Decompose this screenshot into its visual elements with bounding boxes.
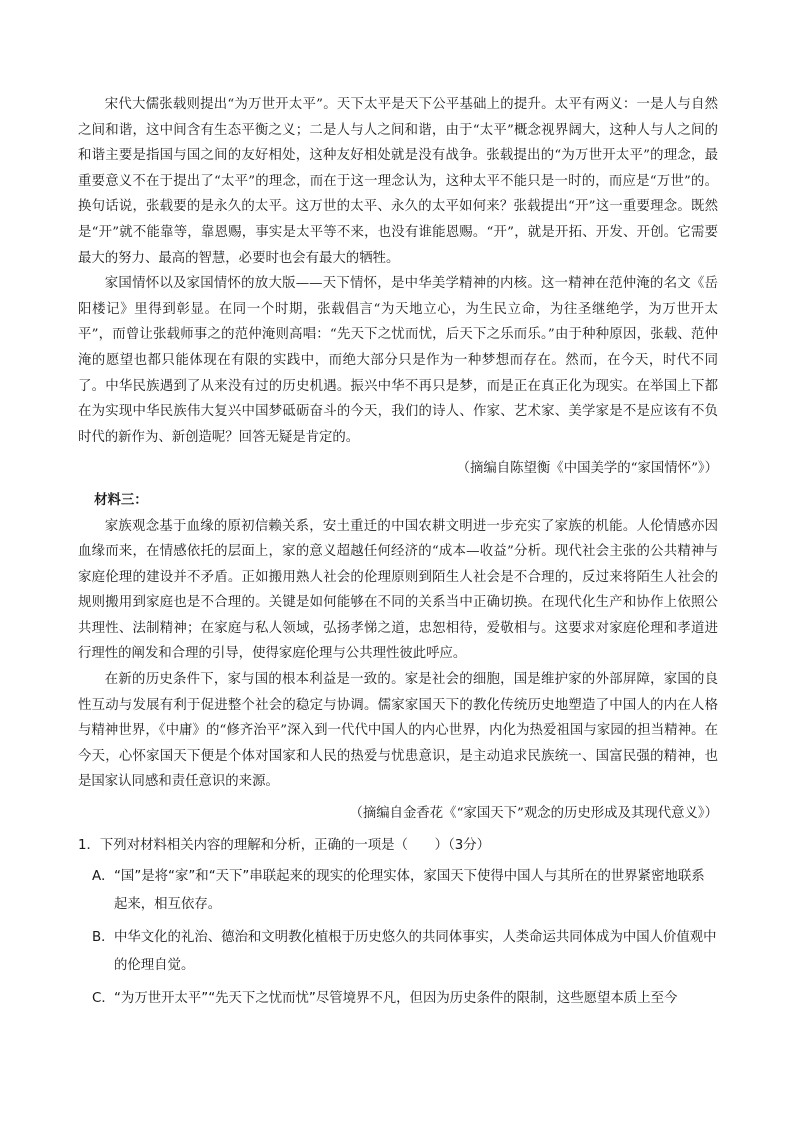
option-letter: A． bbox=[92, 869, 115, 885]
body-paragraph: 家族观念基于血缘的原初信赖关系，安土重迁的中国农耕文明进一步充实了家族的机能。人伦情感亦因血缘而来，在情感依托的层面上，家的意义超越任何经济的“成本—收益”分析。现代社会主张的公共精神与家庭伦理的建设并不矛盾。正如搬用熟人社会的伦理原则到陌生人社会是不合理的，反过来将陌生人社会的规则搬用到家庭也是不合理的。关键是如何能够在不同的关系当中正确切换。在现代化生产和协作上依照公共理性、法制精神；在家庭与私人领域，弘扬孝悌之道，忠恕相待，爱敬相与。这要求对家庭伦理和孝道进行理性的阐发和合理的引导，使得家庭伦理与公共理性彼此呼应。 bbox=[78, 518, 718, 662]
citation-source: （摘编自金香花《“家国天下”观念的历史形成及其现代意义》） bbox=[349, 806, 718, 822]
option-letter: C． bbox=[92, 991, 115, 1007]
option-a bbox=[78, 863, 718, 919]
option-text: “国”是将“家”和“天下”串联起来的现实的伦理实体，家国天下使得中国人与其所在的世界紧密地联系起来，相互依存。 bbox=[114, 869, 705, 913]
option-b bbox=[78, 924, 718, 980]
option-letter: B． bbox=[92, 930, 115, 946]
body-paragraph: 在新的历史条件下，家与国的根本利益是一致的。家是社会的细胞，国是维护家的外部屏障，家国的良性互动与发展有利于促进整个社会的稳定与协调。儒家家国天下的教化传统历史地塑造了中国人的内在人格与精神世界，《中庸》的“修齐治平”深入到一代代中国人的内心世界，内化为热爱祖国与家园的担当精神。在今天，心怀家国天下便是个体对国家和人民的热爱与忧患意识，是主动追求民族统一、国富民强的精神，也是国家认同感和责任意识的来源。 bbox=[78, 672, 718, 790]
citation-source: （摘编自陈望衡《中国美学的“家国情怀”》） bbox=[456, 461, 718, 477]
option-text: “为万世开太平”“先天下之忧而忧”尽管境界不凡，但因为历史条件的限制，这些愿望本质上至今 bbox=[114, 991, 678, 1007]
body-paragraph: 家国情怀以及家国情怀的放大版——天下情怀，是中华美学精神的内核。这一精神在范仲淹的名文《岳阳楼记》里得到彰显。在同一个时期，张载倡言“为天地立心，为生民立命，为往圣继绝学，为万世开太平”，而曾让张载师事之的范仲淹则高唱：“先天下之忧而忧，后天下之乐而乐。”由于种种原因，张载、范仲淹的愿望也都只能体现在有限的实践中，而绝大部分只是作为一种梦想而存在。然而，在今天，时代不同了。中华民族遇到了从来没有过的历史机遇。振兴中华不再只是梦，而是正在真正化为现实。在举国上下都在为实现中华民族伟大复兴中国梦砥砺奋斗的今天，我们的诗人、作家、艺术家、美学家是不是应该有不负时代的新作为、新创造呢？回答无疑是肯定的。 bbox=[78, 276, 718, 445]
option-text: 中华文化的礼治、德治和文明教化植根于历史悠久的共同体事实，人类命运共同体成为中国人价值观中的伦理自觉。 bbox=[114, 930, 717, 974]
question-stem: 1．下列对材料相关内容的理解和分析，正确的一项是（ ）（3分） bbox=[78, 837, 491, 853]
option-c bbox=[78, 985, 718, 1013]
body-paragraph: 宋代大儒张载则提出“为万世开太平”。天下太平是天下公平基础上的提升。太平有两义：一是人与自然之间和谐，这中间含有生态平衡之义；二是人与人之间和谐，由于“太平”概念视界阔大，这种人与人之间的和谐主要是指国与国之间的友好相处，这种友好相处就是没有战争。张载提出的“为万世开太平”的理念，最重要意义不在于提出了“太平”的理念，而在于这一理念认为，这种太平不能只是一时的，而应是“万世”的。换句话说，张载要的是永久的太平。这万世的太平、永久的太平如何来？张载提出“开”这一重要理念。既然是“开”就不能靠等，靠恩赐，事实是太平等不来，也没有谁能恩赐。“开”，就是开拓、开发、开创。它需要最大的努力、最高的智慧，必要时也会有最大的牺牲。 bbox=[78, 97, 718, 266]
section-heading: 材料三： bbox=[94, 492, 148, 508]
